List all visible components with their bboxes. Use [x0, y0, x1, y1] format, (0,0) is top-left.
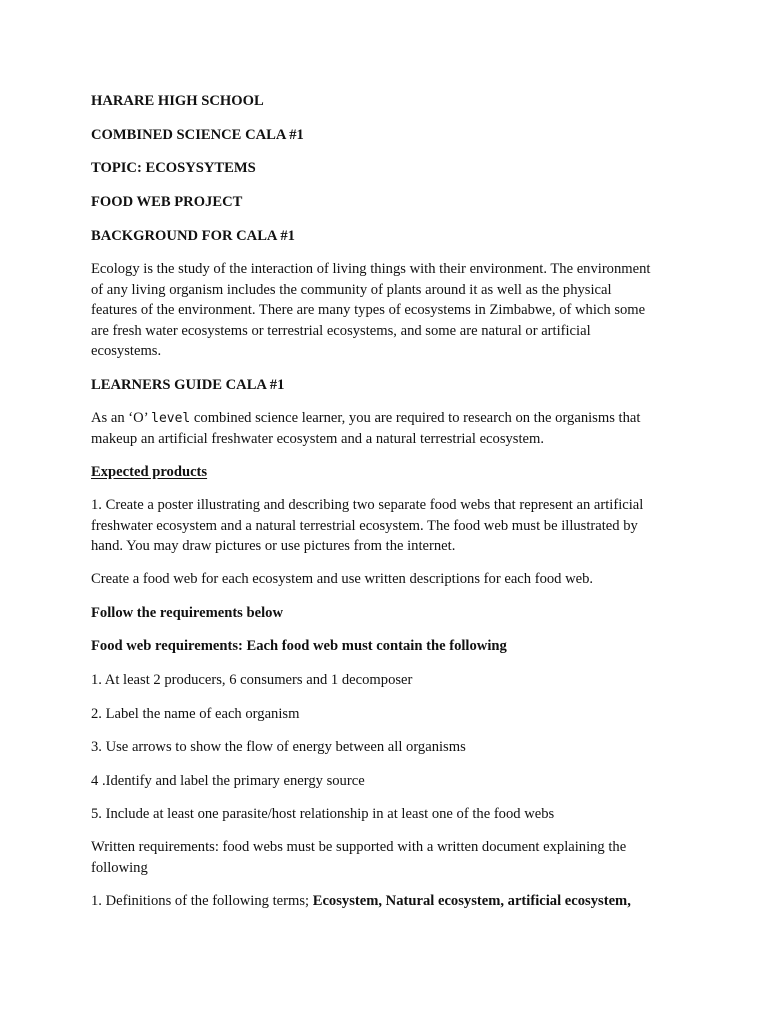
requirement-item-1: 1. At least 2 producers, 6 consumers and 1 decomposer [91, 672, 413, 688]
definitions-line [91, 891, 631, 912]
topic-title: TOPIC: ECOSYSYTEMS [91, 160, 256, 176]
follow-requirements-heading: Follow the requirements below [91, 605, 283, 621]
create-food-web-line: Create a food web for each ecosystem and use written descriptions for each food web. [91, 571, 594, 587]
school-name: HARARE HIGH SCHOOL [91, 93, 264, 109]
product-line-2: freshwater ecosystem and a natural terrestrial ecosystem. The food web must be illustrated by [91, 517, 638, 534]
background-line-5: ecosystems. [91, 343, 162, 359]
requirement-item-3: 3. Use arrows to show the flow of energy between all organisms [91, 739, 466, 755]
guide-level-word: level [151, 411, 191, 426]
expected-products-heading: Expected products [91, 464, 208, 480]
background-line-2: of any living organism includes the community of plants around it as well as the physical [91, 281, 612, 298]
requirement-item-5: 5. Include at least one parasite/host relationship in at least one of the food webs [91, 806, 555, 822]
written-requirements-line-2: following [91, 859, 148, 876]
guide-line-1-post: combined science learner, you are required to research on the organisms that [190, 410, 641, 426]
guide-heading: LEARNERS GUIDE CALA #1 [91, 377, 285, 393]
food-web-requirements-heading: Food web requirements: Each food web must contain the following [91, 638, 507, 654]
written-requirements-line-1: Written requirements: food webs must be supported with a written document explaining the [91, 839, 627, 855]
definitions-prefix: 1. Definitions of the following terms; [91, 893, 313, 909]
background-line-4: are fresh water ecosystems or terrestrial ecosystems, and some are natural or artificial [91, 322, 591, 339]
guide-line-1 [91, 408, 640, 430]
product-line-1: 1. Create a poster illustrating and describing two separate food webs that represent an artificial [91, 497, 644, 513]
requirement-item-4: 4 .Identify and label the primary energy source [91, 773, 365, 789]
project-title: FOOD WEB PROJECT [91, 194, 243, 210]
course-title: COMBINED SCIENCE CALA #1 [91, 127, 304, 143]
guide-line-1-pre: As an ‘O’ [91, 410, 152, 426]
background-line-3: features of the environment. There are many types of ecosystems in Zimbabwe, of which some [91, 302, 646, 318]
requirement-item-2: 2. Label the name of each organism [91, 706, 300, 722]
definitions-terms: Ecosystem, Natural ecosystem, artificial ecosystem, [312, 893, 631, 909]
background-heading: BACKGROUND FOR CALA #1 [91, 228, 295, 244]
background-line-1: Ecology is the study of the interaction of living things with their environment. The environment [91, 261, 651, 277]
product-line-3: hand. You may draw pictures or use pictures from the internet. [91, 538, 456, 554]
guide-line-2: makeup an artificial freshwater ecosystem and a natural terrestrial ecosystem. [91, 430, 545, 447]
